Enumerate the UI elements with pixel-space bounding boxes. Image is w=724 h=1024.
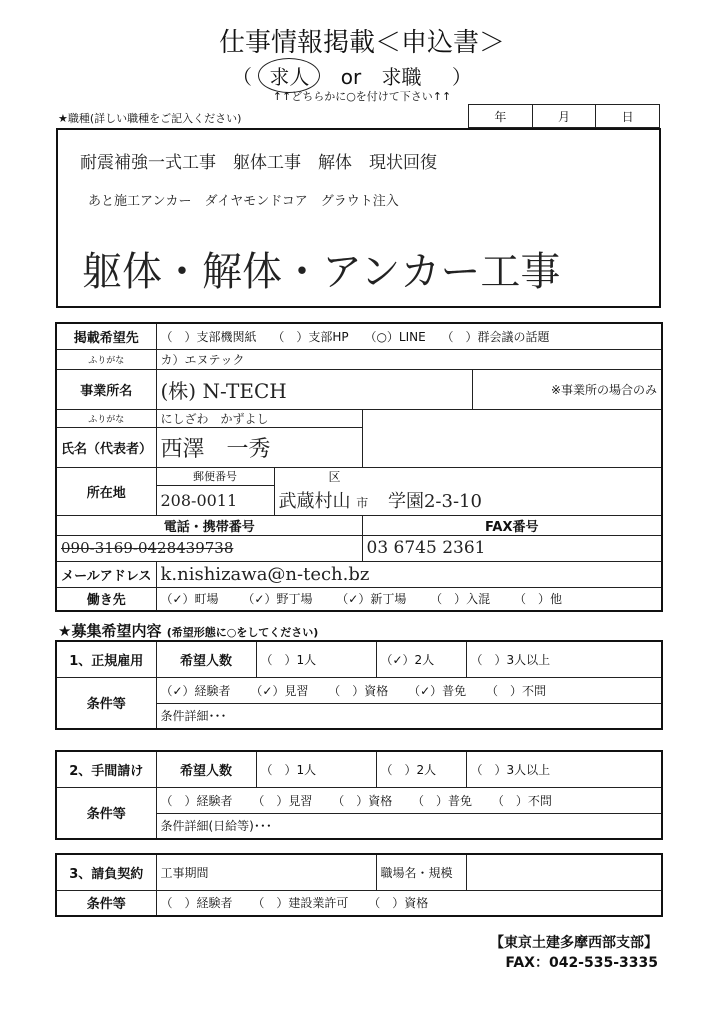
rep-label: 氏名（代表者）	[56, 427, 156, 467]
section-3-table	[55, 853, 663, 917]
work-label: 働き先	[56, 587, 156, 611]
sec3-conds	[156, 890, 662, 916]
sec3-site-blank	[466, 854, 662, 890]
publish-label: 掲載希望先	[56, 323, 156, 349]
recruit-title: ★募集希望内容	[58, 622, 162, 640]
job-line-1: 耐震補強一式工事 躯体工事 解体 現状回復	[80, 153, 437, 173]
publish-opt-wadai[interactable]: （ ）群会議の話題	[441, 329, 550, 344]
work-opt-other[interactable]: （ ）他	[514, 592, 563, 607]
date-box	[468, 104, 660, 128]
zip-value: 208-0011	[156, 485, 274, 515]
fax-value: 03 6745 2361	[362, 535, 662, 561]
sec1-cond-fumon[interactable]: （ ）不問	[486, 683, 547, 698]
sec2-cond-shikaku[interactable]: （ ）資格	[332, 793, 393, 808]
sec2-count-2[interactable]: （ ）2人	[376, 751, 466, 787]
tel-label: 電話・携帯番号	[56, 515, 362, 535]
publish-opt-hp[interactable]: （ ）支部HP	[272, 329, 349, 344]
work-opt-nochoba[interactable]: （✓）野丁場	[242, 592, 313, 607]
sec2-label: 2、手間請け	[56, 751, 156, 787]
sec2-count-1[interactable]: （ ）1人	[256, 751, 376, 787]
sec1-cond-keiken[interactable]: （✓）経験者	[160, 683, 231, 698]
company-value: (株) N-TECH	[156, 369, 472, 409]
sec2-cond-minarai[interactable]: （ ）見習	[252, 793, 313, 808]
mail-label: メールアドレス	[56, 561, 156, 587]
company-kana: カ）エヌテック	[156, 349, 662, 369]
sec2-count-3[interactable]: （ ）3人以上	[466, 751, 662, 787]
sec1-cond-shikaku[interactable]: （ ）資格	[328, 683, 389, 698]
publish-options	[156, 323, 662, 349]
work-opt-shinchoba[interactable]: （✓）新丁場	[336, 592, 407, 607]
sec3-cond-kyoka[interactable]: （ ）建設業許可	[252, 896, 349, 911]
rep-kana: にしざわ かずよし	[156, 409, 362, 427]
sec2-cond-label: 条件等	[56, 787, 156, 839]
year-label: 年	[469, 105, 533, 128]
sec1-count-3[interactable]: （ ）3人以上	[466, 641, 662, 677]
option-kyujin: 求人	[258, 58, 320, 93]
publish-opt-line[interactable]: （○）LINE	[364, 329, 426, 344]
job-box	[56, 128, 661, 308]
rep-blank	[362, 409, 662, 467]
footer-fax: FAX：042-535-3335	[505, 955, 658, 971]
form-title: 仕事情報掲載＜申込書＞	[218, 28, 505, 58]
rep-value: 西澤 一秀	[156, 427, 362, 467]
select-note: ↑↑どちらかに○を付けて下さい↑↑	[272, 90, 452, 103]
sec3-label: 3、請負契約	[56, 854, 156, 890]
job-line-3: 躯体・解体・アンカー工事	[82, 249, 561, 295]
sec1-conds	[156, 677, 662, 703]
sec1-label: 1、正規雇用	[56, 641, 156, 677]
sec3-cond-keiken[interactable]: （ ）経験者	[160, 896, 233, 911]
sec3-period: 工事期間	[156, 854, 376, 890]
sec1-cond-minarai[interactable]: （✓）見習	[250, 683, 309, 698]
zip-label: 郵便番号	[156, 467, 274, 485]
ku-label: 区	[274, 467, 662, 485]
recruit-heading	[58, 620, 318, 641]
sec1-detail: 条件詳細･･･	[156, 703, 662, 729]
sec1-count-2[interactable]: （✓）2人	[376, 641, 466, 677]
sec1-count-1[interactable]: （ ）1人	[256, 641, 376, 677]
mail-value: k.nishizawa@n-tech.bz	[156, 561, 662, 587]
company-note: ※事業所の場合のみ	[472, 369, 662, 409]
shi-label: 市	[356, 495, 369, 510]
address-value	[274, 485, 662, 515]
sec2-cond-fumon[interactable]: （ ）不問	[491, 793, 552, 808]
sec2-conds	[156, 787, 662, 813]
work-options	[156, 587, 662, 611]
footer-org: 【東京土建多摩西部支部】	[490, 935, 658, 951]
furigana-label-1: ふりがな	[56, 349, 156, 369]
sec2-cond-fumen[interactable]: （ ）普免	[412, 793, 473, 808]
sec1-count-label: 希望人数	[156, 641, 256, 677]
sec3-site: 職場名・規模	[376, 854, 466, 890]
sec2-cond-keiken[interactable]: （ ）経験者	[160, 793, 233, 808]
sec1-cond-label: 条件等	[56, 677, 156, 729]
recruit-note: (希望形態に○をしてください)	[166, 626, 319, 639]
info-table	[55, 322, 663, 612]
option-or: or	[340, 65, 362, 89]
section-2-table	[55, 750, 663, 840]
company-label: 事業所名	[56, 369, 156, 409]
job-line-2: あと施工アンカー ダイヤモンドコア グラウト注入	[88, 194, 399, 209]
work-opt-iriko[interactable]: （ ）入混	[430, 592, 491, 607]
job-label: ★職種(詳しい職種をご記入ください)	[58, 112, 242, 125]
paren-close: ）	[451, 65, 472, 89]
sec2-detail: 条件詳細(日給等)･･･	[156, 813, 662, 839]
day-label: 日	[596, 105, 660, 128]
publish-opt-kikanshi[interactable]: （ ）支部機関紙	[160, 329, 257, 344]
section-1-table	[55, 640, 663, 730]
sec2-count-label: 希望人数	[156, 751, 256, 787]
furigana-label-2: ふりがな	[56, 409, 156, 427]
tel-value: 090-3169-0428439738	[56, 535, 362, 561]
option-kyushoku: 求職	[381, 65, 422, 89]
sec3-cond-label: 条件等	[56, 890, 156, 916]
address-street: 学園2-3-10	[387, 490, 482, 512]
work-opt-machiba[interactable]: （✓）町場	[160, 592, 219, 607]
month-label: 月	[532, 105, 596, 128]
address-label: 所在地	[56, 467, 156, 515]
sec1-cond-fumen[interactable]: （✓）普免	[408, 683, 467, 698]
sec3-cond-shikaku[interactable]: （ ）資格	[368, 896, 429, 911]
fax-label: FAX番号	[362, 515, 662, 535]
address-city: 武蔵村山	[278, 490, 351, 512]
paren-open: （	[232, 65, 252, 89]
